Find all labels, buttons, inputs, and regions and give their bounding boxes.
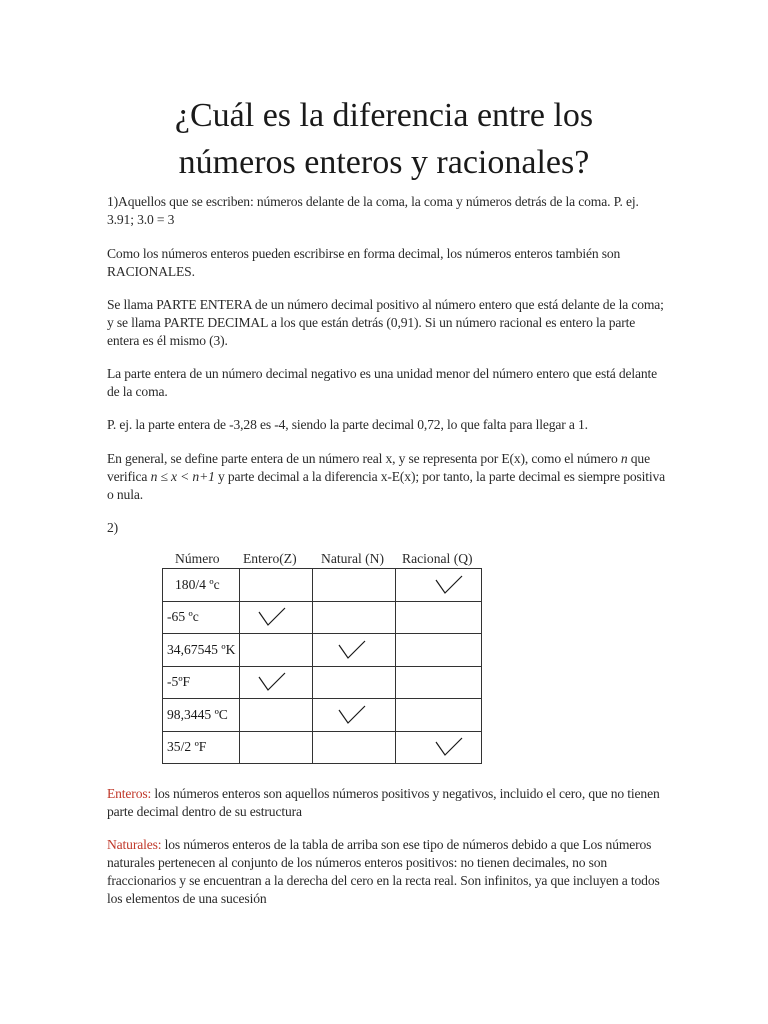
p6-text-b: que verifica bbox=[107, 451, 650, 484]
check-cell bbox=[240, 601, 313, 634]
row-label-cell bbox=[163, 699, 240, 732]
table-header-numero: Número bbox=[175, 551, 220, 566]
table-body bbox=[163, 569, 482, 764]
check-cell bbox=[396, 699, 482, 732]
check-cell bbox=[240, 731, 313, 764]
paragraph-6 bbox=[107, 450, 667, 504]
table-row bbox=[163, 601, 482, 634]
row-label-cell bbox=[163, 731, 240, 764]
table-row bbox=[163, 666, 482, 699]
classification-table bbox=[162, 568, 482, 764]
row-label-cell bbox=[163, 666, 240, 699]
table-row bbox=[163, 699, 482, 732]
row-label-cell bbox=[163, 601, 240, 634]
enteros-definition bbox=[107, 785, 667, 821]
table-row bbox=[163, 731, 482, 764]
check-cell bbox=[240, 666, 313, 699]
row-label-cell bbox=[163, 634, 240, 667]
paragraph-7: 2) bbox=[107, 520, 119, 535]
check-cell bbox=[313, 699, 396, 732]
enteros-text: los números enteros son aquellos números positivos y negativos, incluido el cero, que no tienen parte decimal dentro de su estructura bbox=[107, 786, 660, 819]
row-label-cell bbox=[163, 569, 240, 602]
naturales-text: los números enteros de la tabla de arriba son ese tipo de números debido a que Los números naturales pertenecen al conjunto de los números enteros positivos: no tienen decimales, no son fraccionarios y se encuentran a la derecha del cero en la recta real. Son infinitos, ya que incluyen a todos los elementos de una sucesión bbox=[107, 837, 660, 906]
checkmark-icon bbox=[434, 736, 464, 758]
paragraph-2: Como los números enteros pueden escribirse en forma decimal, los números enteros también son RACIONALES. bbox=[107, 246, 621, 279]
check-cell bbox=[313, 569, 396, 602]
check-cell bbox=[240, 569, 313, 602]
naturales-term: Naturales: bbox=[107, 837, 162, 852]
p6-text-a: En general, se define parte entera de un número real x, y se representa por E(x), como el número bbox=[107, 451, 621, 466]
row-label: 35/2 ºF bbox=[167, 739, 207, 755]
paragraph-1: 1)Aquellos que se escriben: números delante de la coma, la coma y números detrás de la coma. P. ej. 3.91; 3.0 = 3 bbox=[107, 194, 639, 227]
row-label: 34,67545 ºK bbox=[167, 641, 236, 657]
checkmark-icon bbox=[257, 671, 287, 693]
table-row bbox=[163, 634, 482, 667]
paragraph-3: Se llama PARTE ENTERA de un número decimal positivo al número entero que está delante de la coma; y se llama PARTE DECIMAL a los que están detrás (0,91). Si un número racional es entero la parte entera es él mismo (3). bbox=[107, 297, 664, 348]
table-header-entero: Entero(Z) bbox=[243, 551, 297, 566]
checkmark-icon bbox=[257, 606, 287, 628]
p6-variable-n: n bbox=[620, 451, 628, 466]
naturales-definition bbox=[107, 836, 667, 908]
check-cell bbox=[396, 601, 482, 634]
table-header-racional: Racional (Q) bbox=[402, 551, 473, 566]
p6-text-c: y parte decimal a la diferencia x-E(x); por tanto, la parte decimal es siempre positiva o nula. bbox=[107, 469, 666, 502]
title-line-2: números enteros y racionales? bbox=[178, 144, 590, 181]
check-cell bbox=[396, 634, 482, 667]
table-row bbox=[163, 569, 482, 602]
checkmark-icon bbox=[337, 704, 367, 726]
title-line-1: ¿Cuál es la diferencia entre los bbox=[174, 97, 594, 134]
check-cell bbox=[313, 634, 396, 667]
check-cell bbox=[313, 666, 396, 699]
paragraph-5: P. ej. la parte entera de -3,28 es -4, siendo la parte decimal 0,72, lo que falta para llegar a 1. bbox=[107, 417, 588, 432]
paragraph-4: La parte entera de un número decimal negativo es una unidad menor del número entero que está delante de la coma. bbox=[107, 366, 658, 399]
row-label: 98,3445 ºC bbox=[167, 706, 228, 722]
check-cell bbox=[396, 569, 482, 602]
checkmark-icon bbox=[337, 639, 367, 661]
check-cell bbox=[240, 699, 313, 732]
enteros-term: Enteros: bbox=[107, 786, 152, 801]
check-cell bbox=[313, 601, 396, 634]
check-cell bbox=[396, 731, 482, 764]
table-header-natural: Natural (N) bbox=[321, 551, 385, 566]
check-cell bbox=[240, 634, 313, 667]
p6-inequality: n ≤ x < n+1 bbox=[150, 469, 215, 484]
row-label: -5ºF bbox=[167, 674, 191, 690]
row-label: -65 ºc bbox=[167, 609, 199, 625]
check-cell bbox=[396, 666, 482, 699]
row-label: 180/4 ºc bbox=[175, 576, 220, 592]
page-title bbox=[0, 92, 768, 186]
check-cell bbox=[313, 731, 396, 764]
checkmark-icon bbox=[434, 574, 464, 596]
